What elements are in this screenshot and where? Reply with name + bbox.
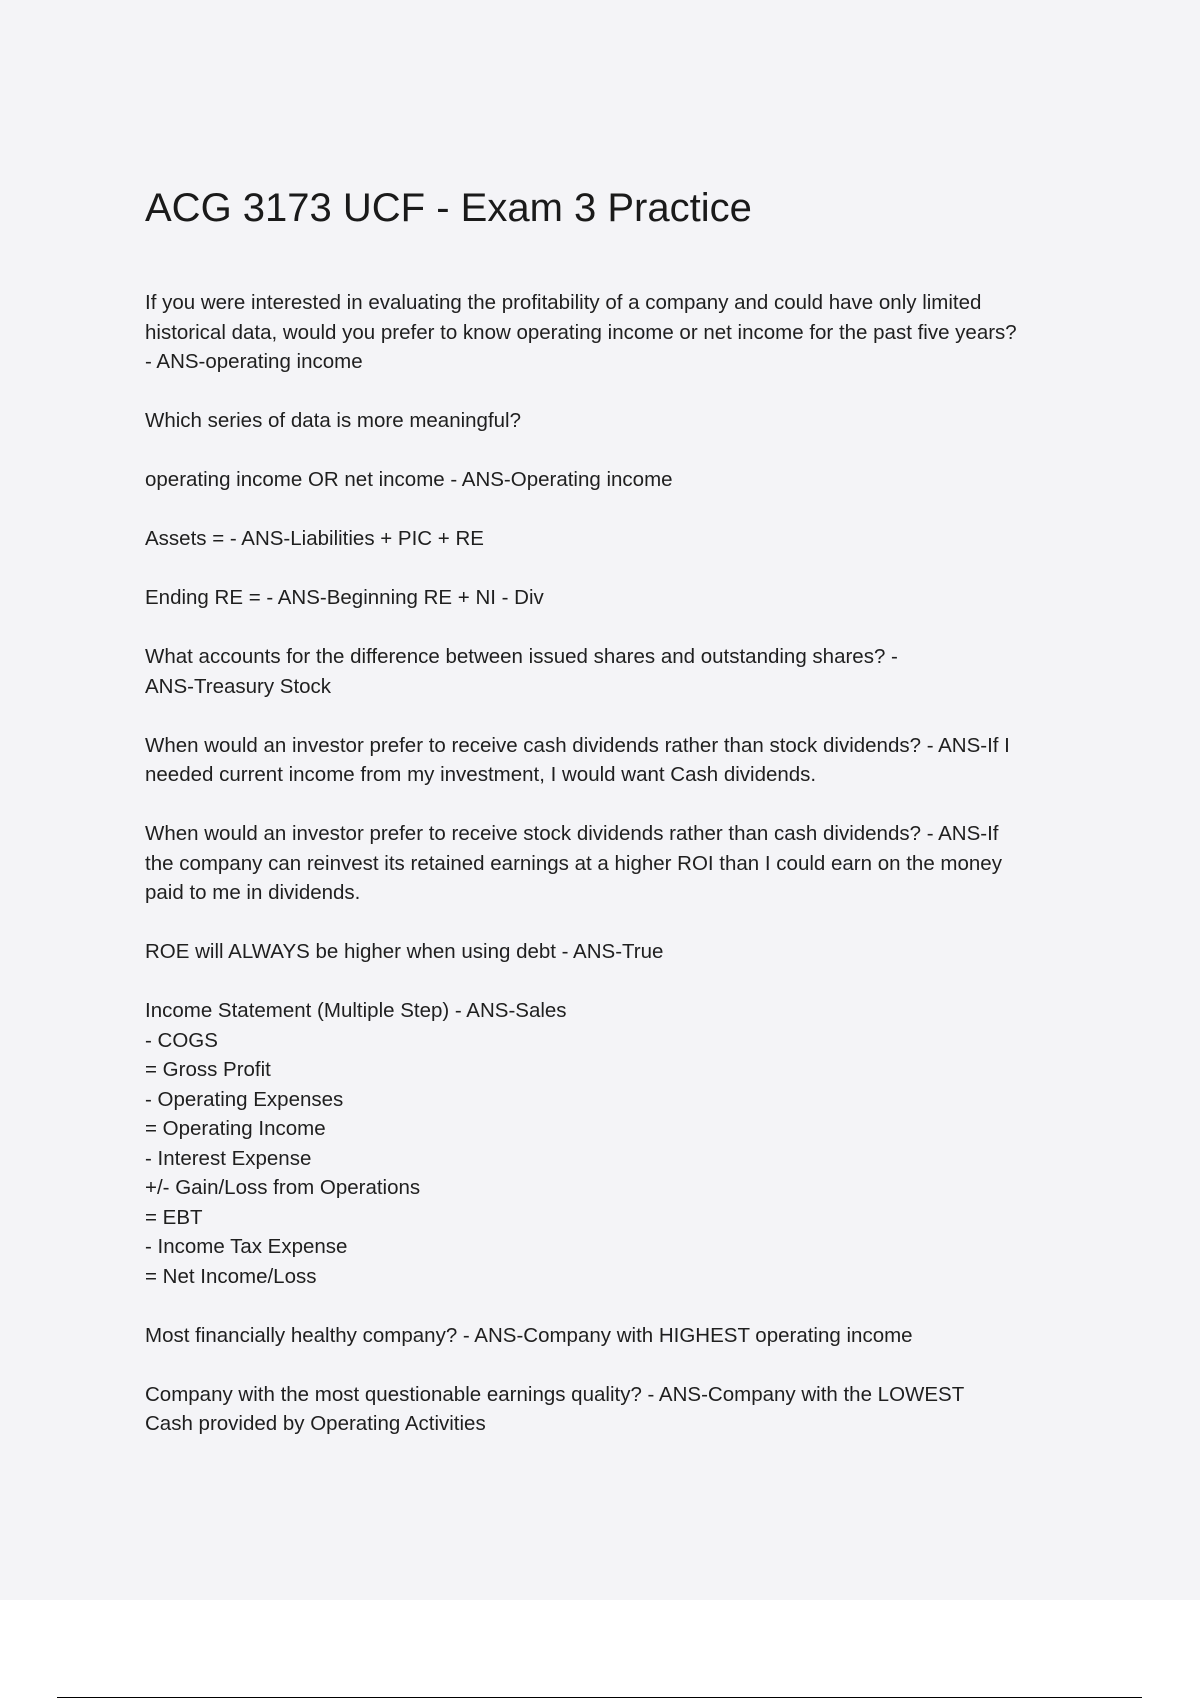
paragraph-gap: [145, 1291, 1105, 1321]
text-line: = Operating Income: [145, 1117, 326, 1140]
paragraph-gap: [145, 701, 1105, 731]
text-line: - Income Tax Expense: [145, 1235, 348, 1258]
text-line: = Net Income/Loss: [145, 1264, 317, 1288]
text-line: What accounts for the difference between issued shares and outstanding shares? -: [145, 645, 898, 668]
paragraph-gap: [145, 554, 1105, 584]
text-line: Income Statement (Multiple Step) - ANS-Sales: [145, 999, 567, 1022]
text-line: the company can reinvest its retained earnings at a higher ROI than I could earn on the money: [145, 851, 1002, 875]
paragraph-gap: [145, 495, 1105, 525]
text-line: historical data, would you prefer to know operating income or net income for the past five years?: [145, 320, 1017, 344]
page-title: ACG 3173 UCF - Exam 3 Practice: [145, 186, 752, 230]
text-line: Assets = - ANS-Liabilities + PIC + RE: [145, 527, 484, 550]
text-line: Cash provided by Operating Activities: [145, 1412, 486, 1435]
paragraph-gap: [145, 908, 1105, 938]
paragraph-gap: [145, 377, 1105, 407]
text-line: When would an investor prefer to receive stock dividends rather than cash dividends? - ANS-If: [145, 822, 999, 845]
text-line: ROE will ALWAYS be higher when using debt - ANS-True: [145, 940, 664, 963]
text-line: - Operating Expenses: [145, 1087, 344, 1111]
footer-divider: [57, 1697, 1142, 1698]
text-line: - Interest Expense: [145, 1146, 312, 1170]
text-line: Ending RE = - ANS-Beginning RE + NI - Div: [145, 586, 544, 609]
paragraph-gap: [145, 613, 1105, 643]
text-line: When would an investor prefer to receive cash dividends rather than stock dividends? - ANS-If I: [145, 733, 1010, 757]
paragraph-gap: [145, 1350, 1105, 1380]
text-line: Company with the most questionable earnings quality? - ANS-Company with the LOWEST: [145, 1382, 965, 1406]
text-line: If you were interested in evaluating the profitability of a company and could have only limited: [145, 291, 982, 314]
text-line: Which series of data is more meaningful?: [145, 409, 522, 432]
paragraph-gap: [145, 790, 1105, 820]
text-line: - ANS-operating income: [145, 350, 363, 373]
text-line: operating income OR net income - ANS-Operating income: [145, 468, 673, 491]
text-line: - COGS: [145, 1028, 218, 1052]
text-line: needed current income from my investment, I would want Cash dividends.: [145, 763, 817, 786]
text-line: paid to me in dividends.: [145, 881, 361, 904]
qa-list: [145, 288, 1105, 1439]
text-line: = EBT: [145, 1205, 203, 1229]
text-line: Most financially healthy company? - ANS-Company with HIGHEST operating income: [145, 1323, 913, 1347]
document-content: [145, 180, 1105, 1439]
paragraph-gap: [145, 967, 1105, 997]
text-line: = Gross Profit: [145, 1058, 271, 1081]
paragraph-gap: [145, 436, 1105, 466]
text-line: +/- Gain/Loss from Operations: [145, 1176, 421, 1199]
text-line: ANS-Treasury Stock: [145, 674, 332, 698]
